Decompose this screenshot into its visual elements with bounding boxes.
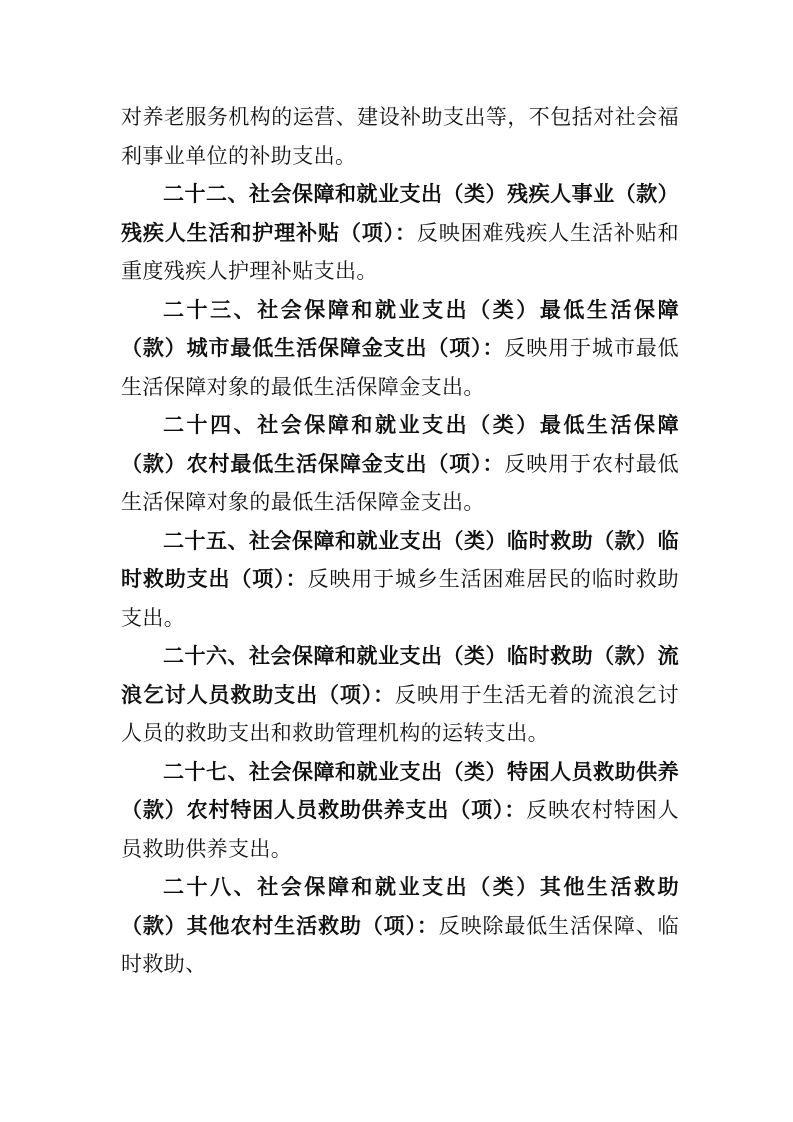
paragraph-item-26 — [121, 637, 679, 753]
document-body — [121, 98, 679, 984]
paragraph-item-22 — [121, 175, 679, 291]
paragraph-body: 反映用于城乡生活困难居民的临时救助支出。 — [121, 567, 679, 630]
paragraph-heading: 二十三、社会保障和就业支出（类）最低生活保障（款）城市最低生活保障金支出（项）： — [121, 296, 679, 360]
paragraph-body: 反映用于城市最低生活保障对象的最低生活保障金支出。 — [121, 336, 679, 399]
paragraph-heading: 二十四、社会保障和就业支出（类）最低生活保障（款）农村最低生活保障金支出（项）： — [121, 412, 679, 476]
paragraph-item-23 — [121, 291, 679, 407]
paragraph-body: 对养老服务机构的运营、建设补助支出等，不包括对社会福利事业单位的补助支出。 — [121, 105, 679, 168]
paragraph-item-25 — [121, 522, 679, 638]
paragraph-heading: 二十七、社会保障和就业支出（类）特困人员救助供养（款）农村特困人员救助供养支出（项）： — [121, 758, 679, 822]
paragraph-body: 反映除最低生活保障、临时救助、 — [121, 913, 680, 976]
paragraph-heading: 二十八、社会保障和就业支出（类）其他生活救助（款）其他农村生活救助（项）： — [121, 874, 679, 938]
paragraph-body: 反映困难残疾人生活补贴和重度残疾人护理补贴支出。 — [121, 220, 679, 283]
paragraph-heading: 二十二、社会保障和就业支出（类）残疾人事业（款）残疾人生活和护理补贴（项）： — [121, 181, 679, 245]
paragraph-body: 反映用于农村最低生活保障对象的最低生活保障金支出。 — [121, 451, 679, 514]
paragraph-continuation — [121, 98, 679, 175]
paragraph-body: 反映用于生活无着的流浪乞讨人员的救助支出和救助管理机构的运转支出。 — [121, 682, 680, 745]
paragraph-item-24 — [121, 406, 679, 522]
paragraph-item-27 — [121, 753, 679, 869]
paragraph-heading: 二十六、社会保障和就业支出（类）临时救助（款）流浪乞讨人员救助支出（项）： — [121, 643, 679, 707]
paragraph-item-28 — [121, 868, 679, 984]
paragraph-heading: 二十五、社会保障和就业支出（类）临时救助（款）临时救助支出（项）： — [121, 527, 679, 591]
paragraph-body: 反映农村特困人员救助供养支出。 — [121, 798, 679, 861]
